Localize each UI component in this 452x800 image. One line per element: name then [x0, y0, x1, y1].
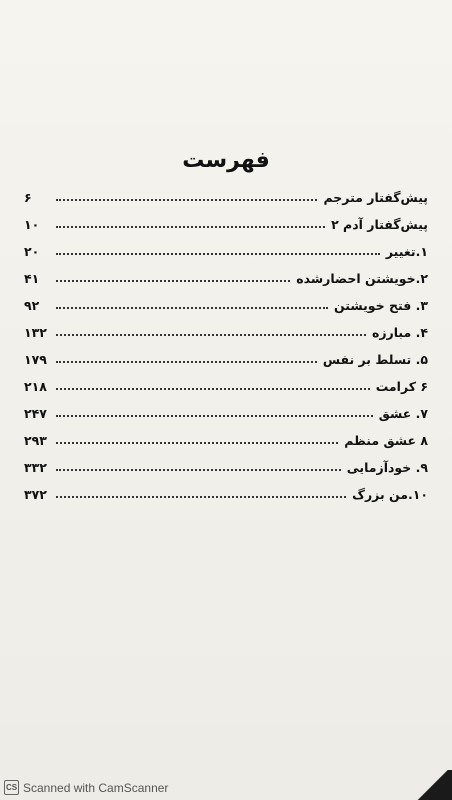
toc-entry — [24, 475, 428, 502]
toc-entry-label: ۷. عشق — [378, 406, 428, 421]
toc-entry-page: ۳۳۲ — [24, 460, 47, 475]
toc-entry-label: پیش‌گفتار آدم ۲ — [331, 217, 428, 232]
toc-entry — [24, 232, 428, 259]
toc-leader-dots — [56, 226, 325, 228]
toc-entry-label: ۵. تسلط بر نفس — [322, 352, 428, 367]
watermark-text: Scanned with CamScanner — [23, 780, 169, 795]
toc-leader-dots — [56, 496, 346, 498]
page-title: فهرست — [182, 148, 270, 173]
toc-leader-dots — [56, 280, 290, 282]
toc-leader-dots — [56, 361, 317, 363]
toc-entry-page: ۲۴۷ — [24, 406, 47, 421]
toc-entry-label: ۲.خویشتن احضارشده — [296, 271, 428, 286]
toc-leader-dots — [56, 469, 341, 471]
toc-entry-label: ۹. خودآزمایی — [346, 460, 428, 475]
toc-entry-label: ۴. مبارزه — [371, 325, 428, 340]
toc-entry-page: ۱۰ — [24, 217, 40, 232]
toc-entry-label: ۱.تغییر — [385, 244, 428, 259]
toc-entry — [24, 178, 428, 205]
toc-entry-label: ۳. فتح خویشتن — [334, 298, 428, 313]
toc-entry-page: ۱۷۹ — [24, 352, 47, 367]
scanner-watermark — [4, 780, 168, 795]
toc-entry — [24, 286, 428, 313]
toc-leader-dots — [56, 415, 373, 417]
toc-entry — [24, 367, 428, 394]
toc-leader-dots — [56, 307, 328, 309]
toc-leader-dots — [56, 442, 338, 444]
toc-entry-label: ۸ عشق منظم — [344, 433, 428, 448]
toc-entry-label: ۱۰.من بزرگ — [352, 487, 428, 502]
toc-entry-page: ۶ — [24, 190, 32, 205]
toc-leader-dots — [56, 334, 366, 336]
toc-entry — [24, 340, 428, 367]
toc-entry — [24, 421, 428, 448]
toc-entry-label: ۶ کرامت — [375, 379, 428, 394]
toc-entry — [24, 448, 428, 475]
toc-entry — [24, 205, 428, 232]
toc-leader-dots — [56, 199, 317, 201]
toc-entry-label: پیش‌گفتار مترجم — [323, 190, 428, 205]
toc-entry-page: ۱۳۲ — [24, 325, 47, 340]
toc-entry-page: ۴۱ — [24, 271, 40, 286]
toc-entry — [24, 394, 428, 421]
toc-entry — [24, 259, 428, 286]
toc-entry-page: ۹۲ — [24, 298, 40, 313]
toc-entry-page: ۳۷۲ — [24, 487, 47, 502]
toc-leader-dots — [56, 388, 370, 390]
table-of-contents — [24, 178, 428, 502]
camscanner-icon: CS — [4, 780, 19, 795]
toc-entry-page: ۲۰ — [24, 244, 40, 259]
toc-entry-page: ۲۱۸ — [24, 379, 47, 394]
toc-entry-page: ۲۹۳ — [24, 433, 47, 448]
toc-entry — [24, 313, 428, 340]
toc-leader-dots — [56, 253, 380, 255]
